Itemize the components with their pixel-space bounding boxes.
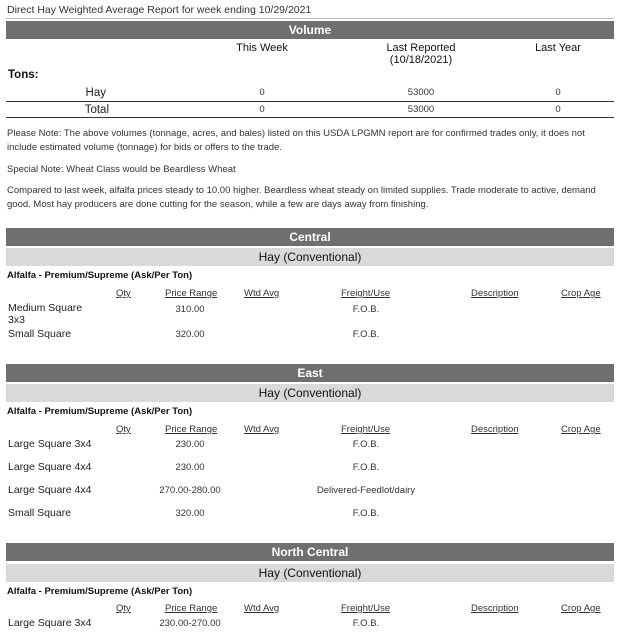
col-qty: Qty — [116, 603, 131, 614]
col-description: Description — [471, 603, 519, 614]
volume-hay-last-reported: 53000 — [407, 87, 435, 98]
freight-value: F.O.B. — [352, 618, 380, 629]
freight-value: F.O.B. — [352, 508, 380, 519]
col-crop-age: Crop Age — [561, 288, 601, 299]
special-note: Special Note: Wheat Class would be Beardless Wheat — [7, 164, 236, 175]
price-range-value: 230.00 — [175, 462, 205, 473]
region-header-central: Central — [6, 228, 614, 246]
price-range-value: 230.00-270.00 — [159, 618, 221, 629]
col-last-year: Last Year — [535, 42, 581, 54]
col-qty: Qty — [116, 424, 131, 435]
product-class-north-central: Alfalfa - Premium/Supreme (Ask/Per Ton) — [7, 586, 193, 597]
freight-value: F.O.B. — [352, 439, 380, 450]
col-last-reported-date: (10/18/2021) — [389, 54, 453, 66]
col-price-range: Price Range — [165, 603, 218, 614]
col-last-reported — [366, 42, 476, 66]
volume-total-last-reported: 53000 — [407, 104, 435, 115]
price-range-value: 270.00-280.00 — [159, 485, 221, 496]
freight-value: F.O.B. — [352, 329, 380, 340]
freight-value: F.O.B. — [352, 304, 380, 315]
price-range-value: 320.00 — [175, 329, 205, 340]
volume-hay-this-week: 0 — [259, 87, 265, 98]
col-crop-age: Crop Age — [561, 603, 601, 614]
volume-total-this-week: 0 — [259, 104, 265, 115]
freight-value: F.O.B. — [352, 462, 380, 473]
col-description: Description — [471, 288, 519, 299]
freight-value: Delivered-Feedlot/dairy — [316, 485, 416, 496]
product-class-central: Alfalfa - Premium/Supreme (Ask/Per Ton) — [7, 270, 193, 281]
volume-hay-last-year: 0 — [555, 87, 561, 98]
col-freight-use: Freight/Use — [341, 424, 391, 435]
report-title: Direct Hay Weighted Average Report for week ending 10/29/2021 — [7, 4, 312, 16]
table-row-product: Large Square 4x4 — [8, 484, 92, 496]
col-crop-age: Crop Age — [561, 424, 601, 435]
price-range-value: 310.00 — [175, 304, 205, 315]
col-freight-use: Freight/Use — [341, 603, 391, 614]
col-qty: Qty — [116, 288, 131, 299]
col-this-week: This Week — [236, 42, 288, 54]
please-note: Please Note: The above volumes (tonnage, acres, and bales) listed on this USDA LPGMN report are for confirmed trades only, it does not include estimated volume (tonnage) for bids or offers to the trade. — [7, 128, 585, 153]
col-freight-use: Freight/Use — [341, 288, 391, 299]
table-row-product — [8, 302, 82, 326]
volume-divider — [6, 101, 614, 102]
table-row-product: Small Square — [8, 328, 72, 340]
col-wtd-avg: Wtd Avg — [244, 424, 280, 435]
region-header-east: East — [6, 364, 614, 382]
volume-row-label-total: Total — [84, 104, 109, 116]
volume-bottom-rule — [6, 117, 614, 118]
volume-total-last-year: 0 — [555, 104, 561, 115]
title-divider — [6, 18, 614, 19]
category-header-east: Hay (Conventional) — [6, 384, 614, 402]
col-price-range: Price Range — [165, 424, 218, 435]
price-range-value: 230.00 — [175, 439, 205, 450]
product-name: Medium Square — [8, 302, 83, 314]
volume-row-label-hay: Hay — [85, 87, 106, 99]
col-price-range: Price Range — [165, 288, 218, 299]
region-header-north-central: North Central — [6, 543, 614, 561]
volume-header: Volume — [6, 21, 614, 39]
product-name-line2: 3x3 — [8, 314, 25, 326]
price-range-value: 320.00 — [175, 508, 205, 519]
category-header-north-central: Hay (Conventional) — [6, 564, 614, 582]
table-row-product: Large Square 4x4 — [8, 461, 92, 473]
table-row-product: Large Square 3x4 — [8, 617, 92, 629]
category-header-central: Hay (Conventional) — [6, 248, 614, 266]
col-last-reported-label: Last Reported — [386, 42, 456, 54]
table-row-product: Small Square — [8, 507, 72, 519]
col-wtd-avg: Wtd Avg — [244, 603, 280, 614]
market-commentary: Compared to last week, alfalfa prices steady to 10.00 higher. Beardless wheat steady on limited supplies. Trade moderate to active, demand good. Most hay producers are done cutting for the season, while a few are days away from finishing. — [7, 185, 596, 210]
product-class-east: Alfalfa - Premium/Supreme (Ask/Per Ton) — [7, 406, 193, 417]
tons-label: Tons: — [8, 69, 39, 81]
col-description: Description — [471, 424, 519, 435]
col-wtd-avg: Wtd Avg — [244, 288, 280, 299]
table-row-product: Large Square 3x4 — [8, 438, 92, 450]
